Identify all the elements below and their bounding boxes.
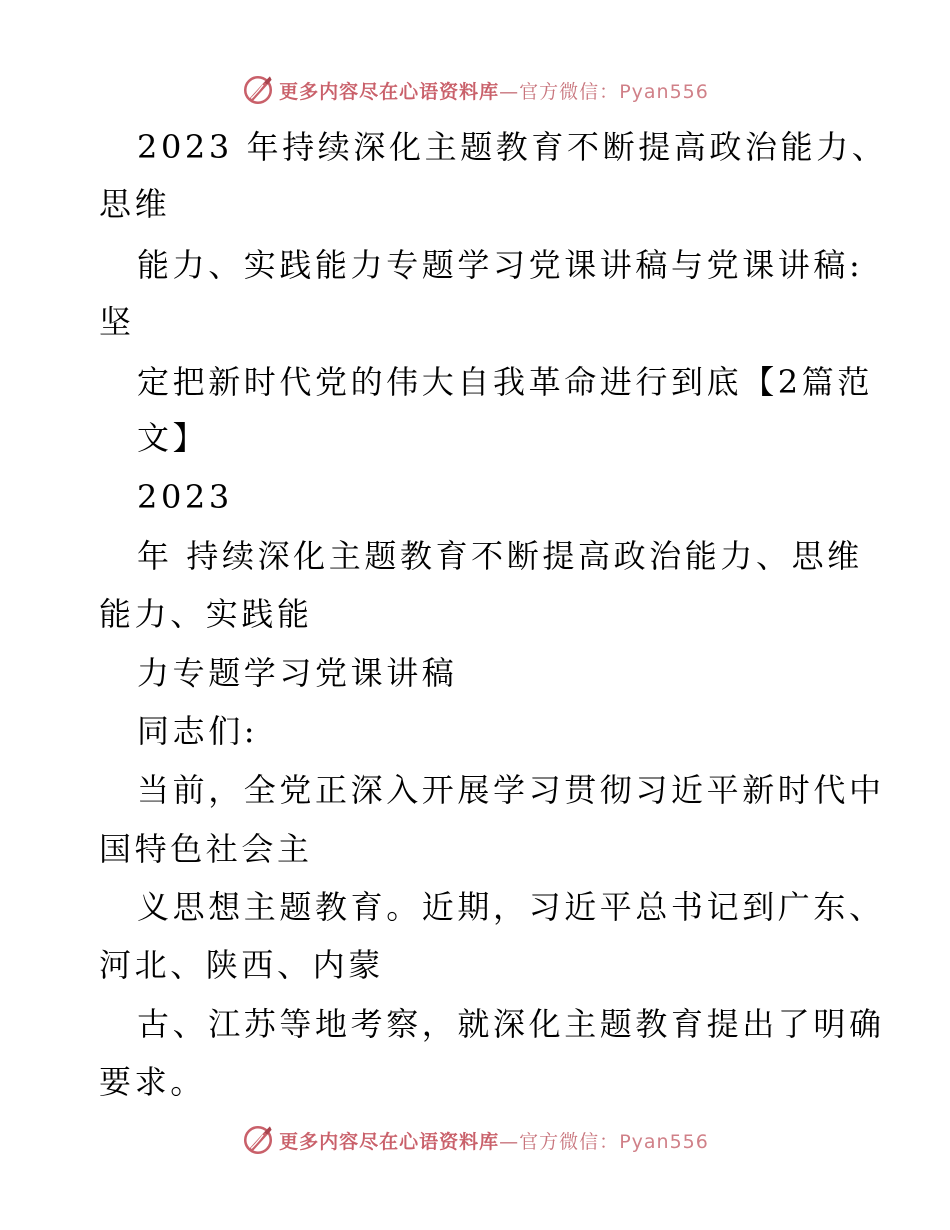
text-line: 年 持续深化主题教育不断提高政治能力、思维 [137, 537, 863, 575]
watermark-footer [0, 1120, 950, 1160]
text-line: 定把新时代党的伟大自我革命进行到底【2篇范 [137, 363, 873, 401]
watermark-wechat-id: Pyan556 [619, 80, 709, 103]
text-line: 要求。 [99, 1063, 206, 1101]
text-line: 能力、实践能 [99, 595, 313, 633]
watermark-wechat-id: Pyan556 [619, 1130, 709, 1153]
watermark-separator: — [499, 80, 520, 103]
text-line: 力专题学习党课讲稿 [137, 654, 458, 692]
watermark-wechat-label: 官方微信： [519, 80, 620, 103]
pen-logo-icon [241, 1123, 275, 1157]
text-line: 文】 [137, 419, 209, 457]
text-line: 国特色社会主 [99, 830, 313, 868]
text-line: 当前，全党正深入开展学习贯彻习近平新时代中 [137, 771, 885, 809]
text-line: 坚 [99, 303, 135, 341]
text-line: 河北、陕西、内蒙 [99, 946, 384, 984]
watermark-brand: 更多内容尽在心语资料库 [279, 80, 500, 103]
text-line: 2023 [137, 478, 233, 516]
watermark-brand: 更多内容尽在心语资料库 [279, 1130, 500, 1153]
text-line: 能力、实践能力专题学习党课讲稿与党课讲稿: [137, 246, 864, 284]
text-line: 2023 年持续深化主题教育不断提高政治能力、 [137, 128, 888, 166]
watermark-wechat-label: 官方微信： [519, 1130, 620, 1153]
text-line: 思维 [99, 185, 171, 223]
watermark-separator: — [499, 1130, 520, 1153]
text-line: 义思想主题教育。近期，习近平总书记到广东、 [137, 888, 885, 926]
text-line: 古、江苏等地考察，就深化主题教育提出了明确 [137, 1005, 885, 1043]
text-line: 同志们: [137, 712, 259, 750]
watermark-text [279, 1127, 709, 1154]
